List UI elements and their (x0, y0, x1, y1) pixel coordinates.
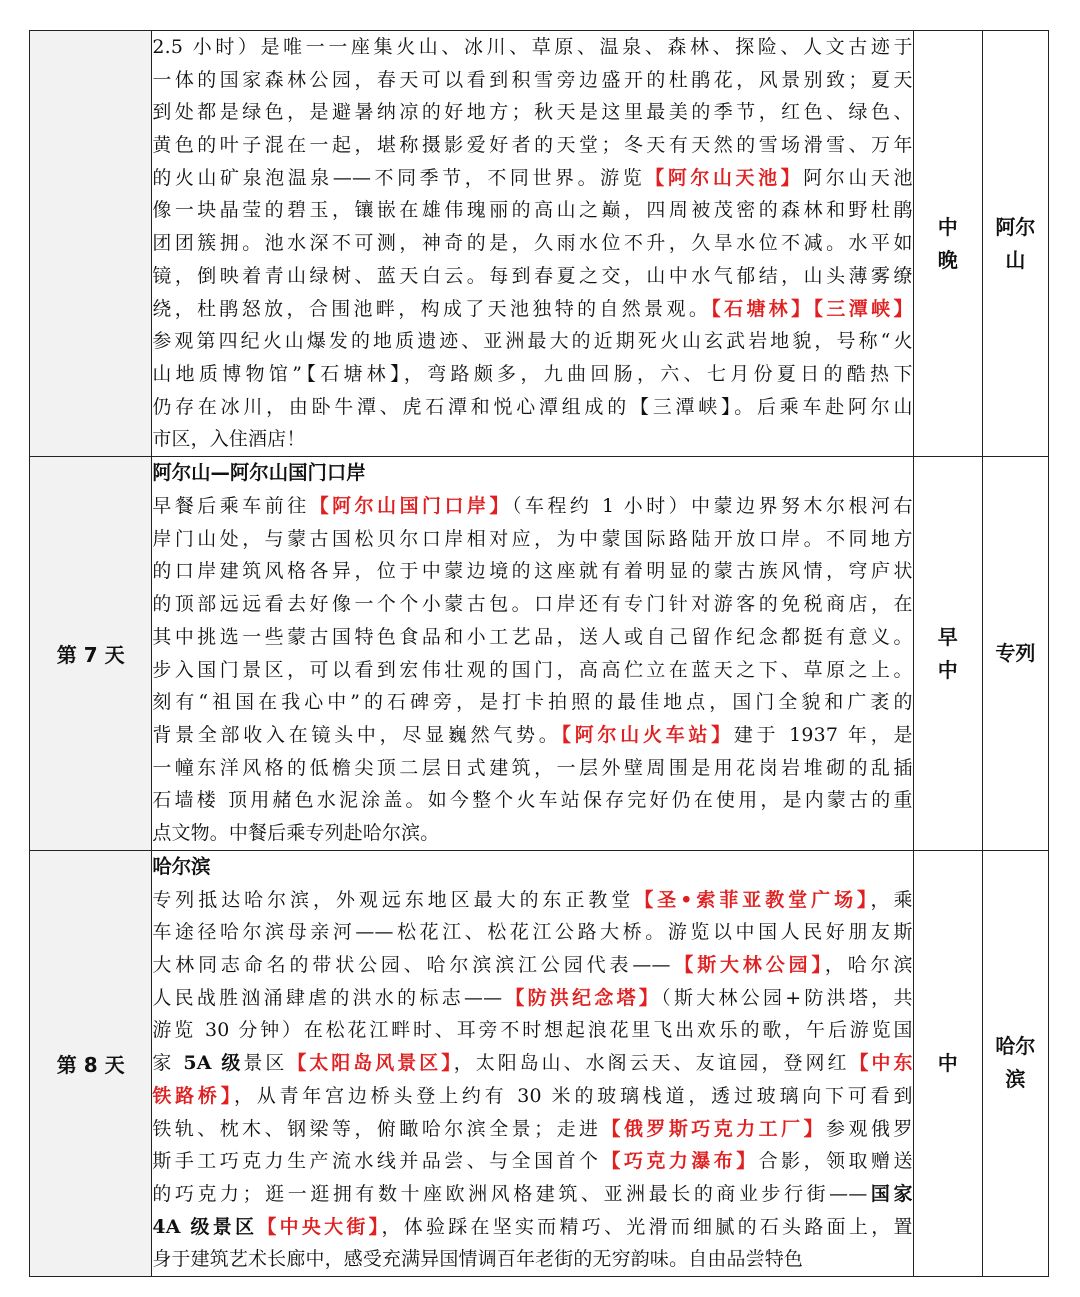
description-line (152, 654, 912, 687)
description-line (152, 1080, 912, 1113)
description-line (152, 686, 912, 719)
attraction-highlight: 【中东 (849, 1052, 913, 1075)
attraction-highlight: 【石塘林】【三潭峡】 (711, 297, 913, 320)
accommodation-cell (982, 851, 1048, 1277)
attraction-highlight: 【阿尔山国门口岸】 (309, 495, 512, 518)
meals-cell (913, 31, 982, 457)
description-line (152, 621, 912, 654)
description-line (152, 162, 912, 195)
accommodation-cell (982, 31, 1048, 457)
text-segment: 步入国门景区，可以看到宏伟壮观的国门，高高伫立在蓝天之下、草原之上。 (152, 658, 913, 681)
meal-label: 中 (937, 657, 958, 682)
text-segment: 刻有“祖国在我心中”的石碑旁，是打卡拍照的最佳地点，国门全貌和广袤的 (152, 691, 913, 714)
route-title: 哈尔滨 (152, 855, 211, 878)
text-segment: 团团簇拥。池水深不可测，神奇的是，久雨水位不升，久旱水位不减。水平如 (152, 232, 913, 255)
description-line (152, 423, 912, 456)
attraction-highlight: 【阿尔山天池】 (645, 166, 804, 189)
accommodation-cell (982, 457, 1048, 851)
itinerary-row-day8 (30, 851, 1049, 1277)
accommodation-label: 专列 (995, 641, 1036, 665)
day-cell: 第 8 天 (30, 851, 152, 1277)
text-segment: 黄色的叶子混在一起，堪称摄影爱好者的天堂；冬天有天然的雪场滑雪、万年 (152, 134, 913, 157)
text-segment: 石墙楼 顶用赭色水泥涂盖。如今整个火车站保存完好仍在使用，是内蒙古的重 (152, 789, 913, 812)
accommodation-label: 滨 (1005, 1067, 1026, 1092)
description-line (152, 194, 912, 227)
meal-label: 中 (937, 214, 958, 239)
attraction-highlight: 【太阳岛风景区】 (287, 1052, 454, 1075)
text-segment: 身于建筑艺术长廊中，感受充满异国情调百年老街的无穷韵味。自由品尝特色 (152, 1248, 804, 1271)
description-line (152, 916, 912, 949)
description-cell (152, 851, 913, 1277)
text-segment: 合影，领取赠送 (758, 1150, 913, 1173)
description-line (152, 490, 912, 523)
description-cell (152, 31, 913, 457)
text-segment: 的顶部远远看去好像一个个小蒙古包。口岸还有专门针对游客的免税商店，在 (152, 593, 913, 616)
description-line (152, 588, 912, 621)
description-line (152, 260, 912, 293)
description-line (152, 293, 912, 326)
description-line (152, 884, 912, 917)
description-line (152, 784, 912, 817)
meals-cell (913, 457, 982, 851)
text-segment: 家 (152, 1052, 184, 1075)
text-segment: 建于 1937 年，是 (733, 723, 913, 746)
attraction-highlight: 【防洪纪念塔】 (502, 986, 662, 1009)
text-segment: 车途径哈尔滨母亲河——松花江、松花江公路大桥。游览以中国人民好朋友斯 (152, 921, 913, 944)
text-segment: 铁轨、枕木、钢梁等，俯瞰哈尔滨全景；走进 (152, 1117, 602, 1140)
meals-cell (913, 851, 982, 1277)
text-segment: ，太阳岛山、水阁云天、友谊园，登网红 (453, 1052, 850, 1075)
description-line (152, 358, 912, 391)
text-segment: 4A 级景区 (152, 1215, 258, 1238)
meal-label: 早 (937, 624, 958, 649)
description-cell (152, 457, 913, 851)
description-line (152, 817, 912, 850)
text-segment: 参观俄罗 (826, 1117, 913, 1140)
text-segment: 一体的国家森林公园，春天可以看到积雪旁边盛开的杜鹃花，风景别致；夏天 (152, 68, 913, 91)
itinerary-table (29, 30, 1049, 1277)
attraction-highlight: 【俄罗斯巧克力工厂】 (601, 1117, 827, 1140)
text-segment: 国家 (867, 1182, 913, 1205)
description-line (152, 1014, 912, 1047)
text-segment: 专列抵达哈尔滨，外观远东地区最大的东正教堂 (152, 888, 635, 911)
day-cell: 第 7 天 (30, 457, 152, 851)
description-line (152, 719, 912, 752)
text-segment: 5A 级 (183, 1052, 244, 1075)
meal-label: 晚 (937, 247, 958, 272)
description-line (152, 1047, 912, 1080)
text-segment: 市区，入住酒店！ (152, 428, 306, 451)
text-segment: 背景全部收入在镜头中，尽显巍然气势。 (152, 723, 562, 746)
description-line (152, 31, 912, 64)
description-line (152, 325, 912, 358)
description-line (152, 982, 912, 1015)
description-line (152, 1178, 912, 1211)
day-cell (30, 31, 152, 457)
text-segment: ，哈尔滨 (824, 954, 913, 977)
description-line (152, 96, 912, 129)
text-segment: 的火山矿泉泡温泉——不同季节，不同世界。游览 (152, 166, 646, 189)
text-segment: 其中挑选一些蒙古国特色食品和小工艺品，送人或自己留作纪念都挺有意义。 (152, 625, 913, 648)
description-line (152, 752, 912, 785)
text-segment: 山地质博物馆”【石塘林】，弯路颇多，九曲回肠，六、七月份夏日的酷热下 (152, 362, 913, 385)
description-line (152, 1113, 912, 1146)
accommodation-label: 山 (1005, 247, 1026, 272)
text-segment: 一幢东洋风格的低檐尖顶二层日式建筑，一层外壁周围是用花岗岩堆砌的乱插 (152, 756, 913, 779)
attraction-highlight: 【圣•索菲亚教堂广场】 (634, 888, 871, 911)
text-segment: 景区 (243, 1052, 288, 1075)
description-line (152, 64, 912, 97)
text-segment: 仍存在冰川，由卧牛潭、虎石潭和悦心潭组成的【三潭峡】。后乘车赴阿尔山 (152, 395, 913, 418)
text-segment: 游览 30 分钟）在松花江畔时、耳旁不时想起浪花里飞出欢乐的歌，午后游览国 (152, 1019, 913, 1042)
text-segment: 早餐后乘车前往 (152, 495, 310, 518)
route-title: 阿尔山—阿尔山国门口岸 (152, 461, 366, 485)
text-segment: 大林同志命名的带状公园、哈尔滨滨江公园代表—— (152, 954, 671, 977)
attraction-highlight: 【阿尔山火车站】 (561, 723, 734, 746)
text-segment: 的巧克力；逛一逛拥有数十座欧洲风格建筑、亚洲最长的商业步行街—— (152, 1182, 868, 1205)
description-line (152, 129, 912, 162)
description-line (152, 555, 912, 588)
text-segment: 斯手工巧克力生产流水线并品尝、与全国首个 (152, 1150, 602, 1173)
accommodation-label: 阿尔 (995, 214, 1036, 239)
attraction-highlight: 【斯大林公园】 (670, 954, 825, 977)
text-segment: 2.5 小时）是唯一一座集火山、冰川、草原、温泉、森林、探险、人文古迹于 (152, 36, 913, 59)
text-segment: 像一块晶莹的碧玉，镶嵌在雄伟瑰丽的高山之巅，四周被茂密的森林和野杜鹃 (152, 199, 913, 222)
text-segment: ，体验踩在坚实而精巧、光滑而细腻的石头路面上，置 (381, 1215, 913, 1238)
meal-label: 中 (937, 1050, 958, 1075)
text-segment: 到处都是绿色，是避暑纳凉的好地方；秋天是这里最美的季节，红色、绿色、 (152, 101, 913, 124)
description-line (152, 1211, 912, 1244)
text-segment: 绕，杜鹃怒放，合围池畔，构成了天池独特的自然景观。 (152, 297, 712, 320)
description-line (152, 227, 912, 260)
text-segment: 阿尔山天池 (803, 166, 913, 189)
text-segment: 参观第四纪火山爆发的地质遗迹、亚洲最大的近期死火山玄武岩地貌，号称“火 (152, 330, 913, 353)
text-segment: （斯大林公园+防洪塔，共 (661, 986, 913, 1009)
accommodation-label: 哈尔 (995, 1034, 1036, 1059)
text-segment: 的口岸建筑风格各异，位于中蒙边境的这座就有着明显的蒙古族风情，穹庐状 (152, 560, 913, 583)
text-segment: 镜，倒映着青山绿树、蓝天白云。每到春夏之交，山中水气郁结，山头薄雾缭 (152, 264, 913, 287)
itinerary-row-day6 (30, 31, 1049, 457)
attraction-highlight: 【中央大街】 (257, 1215, 382, 1238)
text-segment: 人民战胜汹涌肆虐的洪水的标志—— (152, 986, 503, 1009)
itinerary-row-day7 (30, 457, 1049, 851)
text-segment: 点文物。中餐后乘专列赴哈尔滨。 (152, 821, 440, 844)
text-segment: 岸门山处，与蒙古国松贝尔口岸相对应，为中蒙国际路陆开放口岸。不同地方 (152, 527, 913, 550)
description-line (152, 391, 912, 424)
description-line (152, 1145, 912, 1178)
text-segment: （车程约 1 小时）中蒙边界努木尔根河右 (511, 495, 913, 518)
text-segment: ，乘 (870, 888, 913, 911)
text-segment: ，从青年宫边桥头登上约有 30 米的玻璃栈道，透过玻璃向下可看到 (234, 1084, 913, 1107)
attraction-highlight: 【巧克力瀑布】 (601, 1150, 759, 1173)
attraction-highlight: 铁路桥】 (152, 1084, 235, 1107)
description-line (152, 1243, 912, 1276)
description-line (152, 949, 912, 982)
description-line (152, 523, 912, 556)
